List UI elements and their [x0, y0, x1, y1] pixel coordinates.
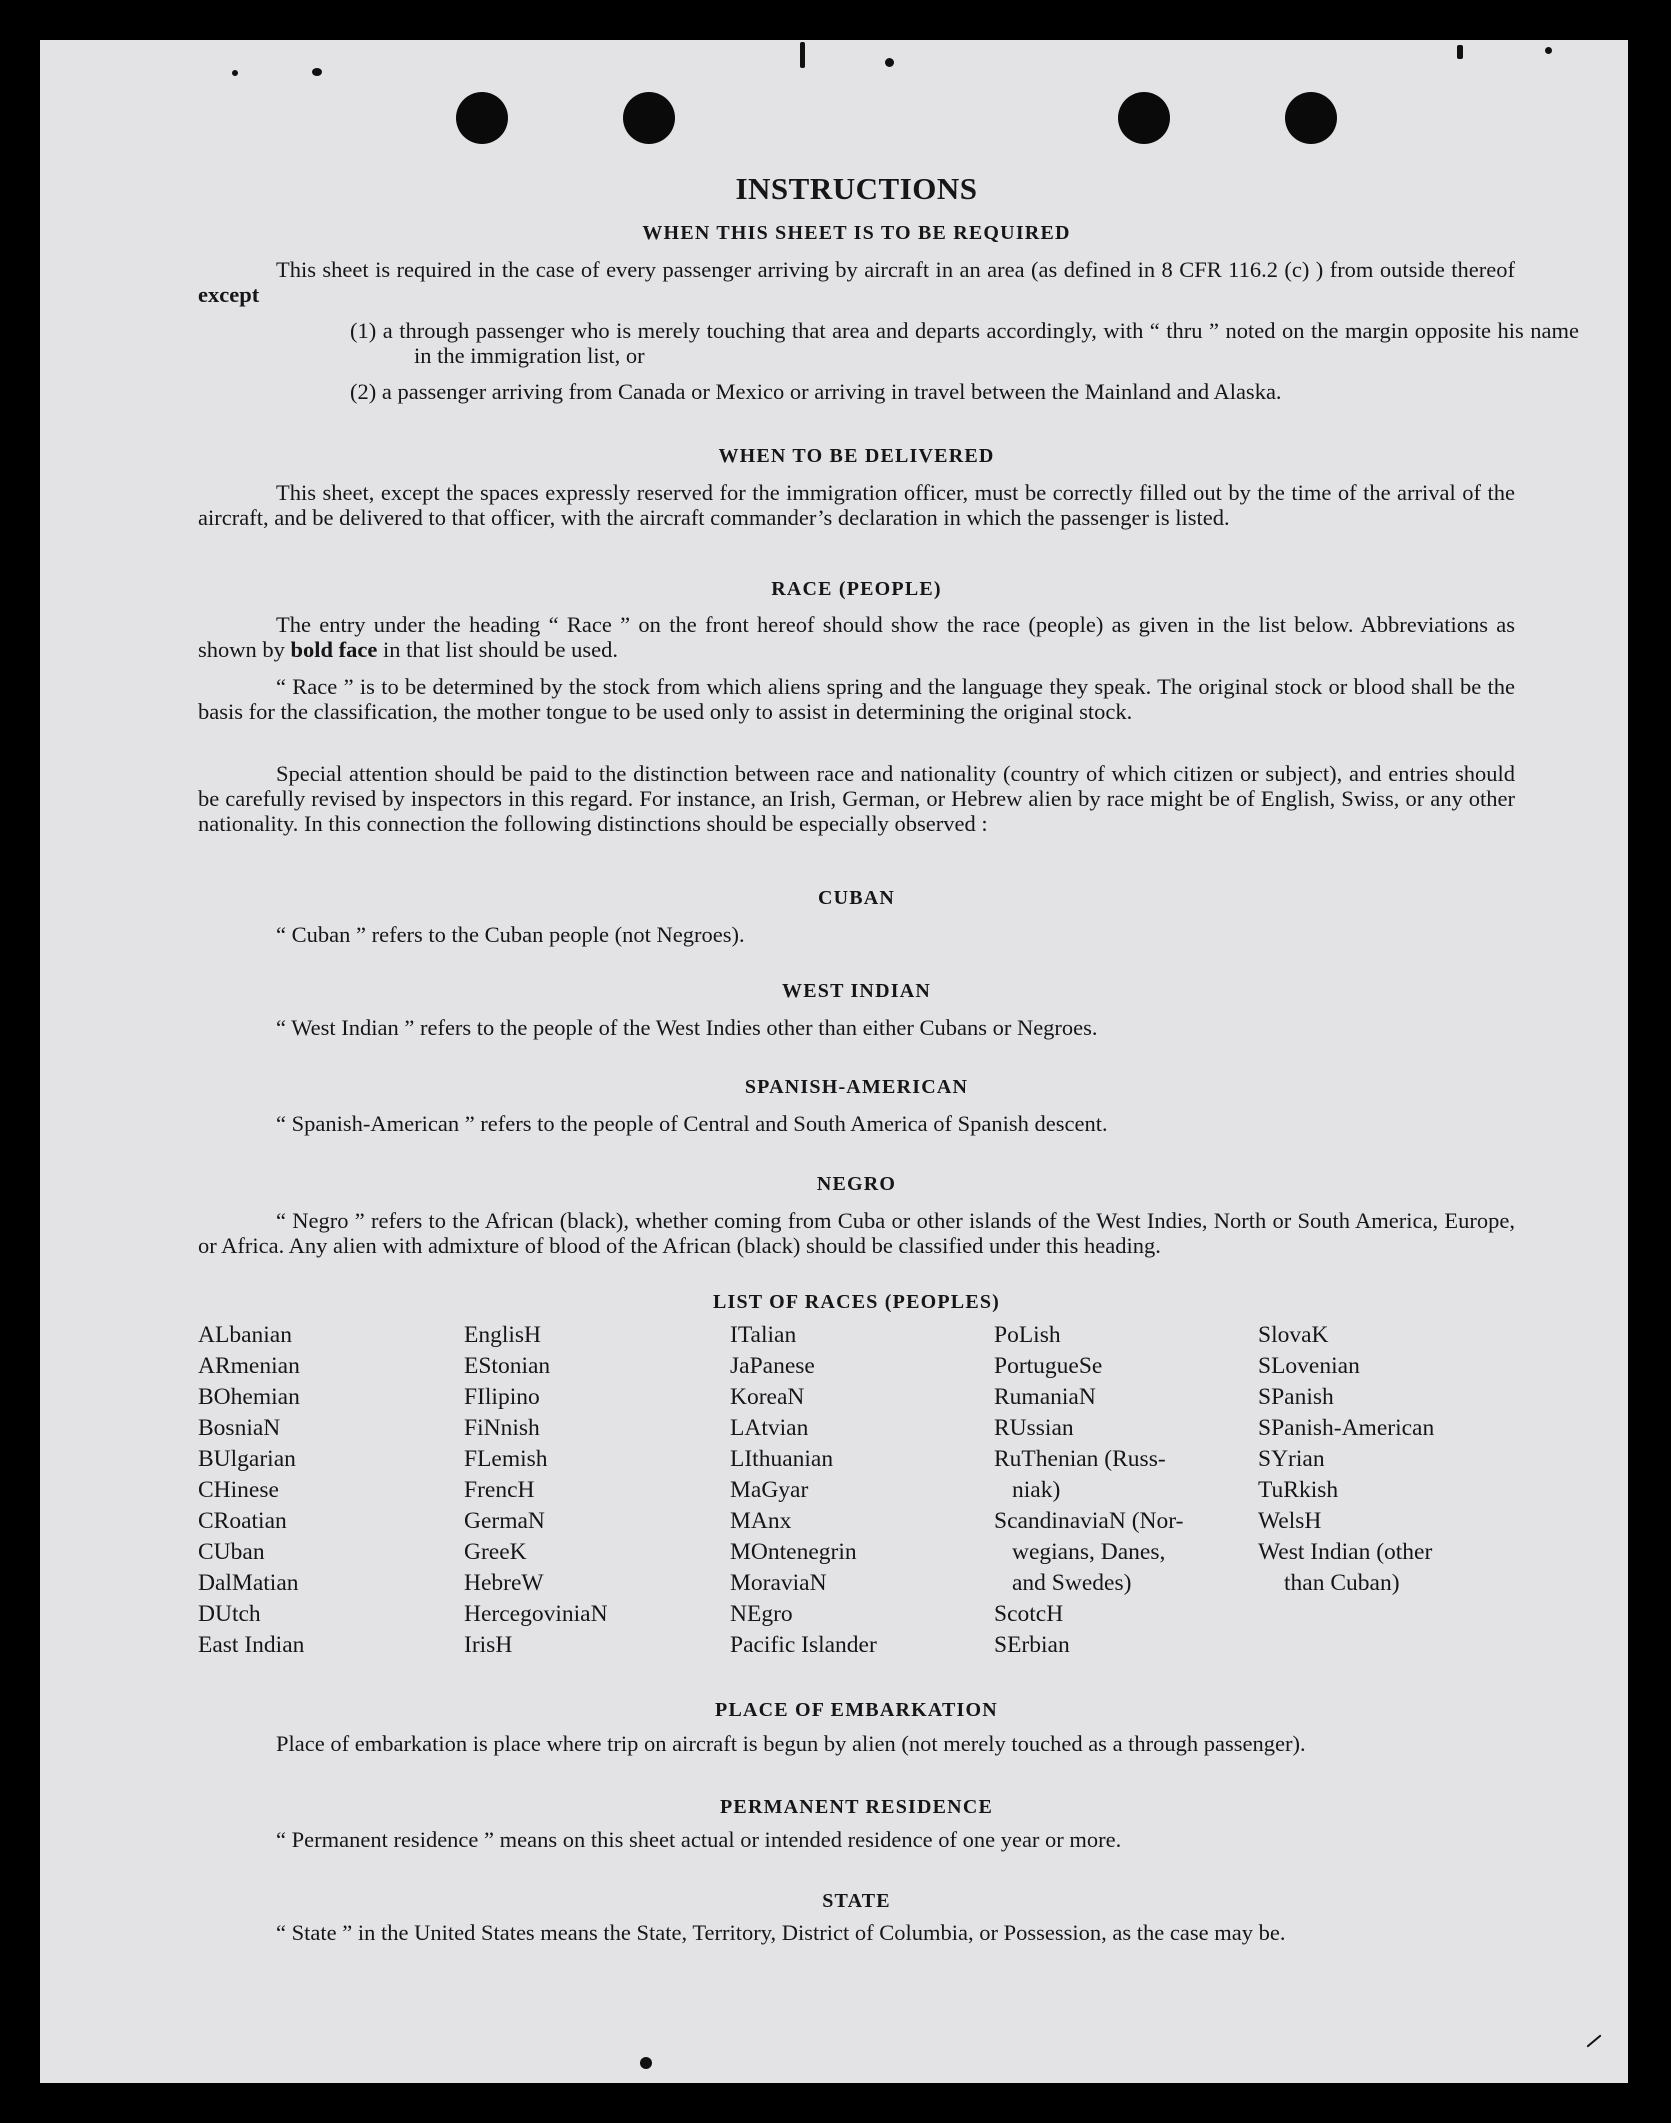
race-entry: GermaN	[464, 1508, 545, 1534]
paragraph-place-of-embarkation: Place of embarkation is place where trip on aircraft is begun by alien (not merely touched as a through passenger).	[276, 1731, 1306, 1756]
race-entry: RuThenian (Russ-	[994, 1446, 1166, 1472]
section-heading-race: RACE (PEOPLE)	[771, 578, 942, 600]
race-entry: Pacific Islander	[730, 1632, 877, 1658]
scan-speck	[1545, 47, 1552, 54]
race-entry: KoreaN	[730, 1384, 805, 1410]
instructions-content	[198, 40, 1579, 2083]
section-heading-west-indian: WEST INDIAN	[782, 980, 931, 1002]
section-heading-spanish-american: SPANISH-AMERICAN	[744, 1076, 969, 1098]
section-heading-cuban: CUBAN	[817, 887, 896, 909]
race-entry: SPanish-American	[1258, 1415, 1435, 1441]
race-entry: SlovaK	[1258, 1322, 1329, 1348]
race-column-3	[730, 1320, 877, 1661]
paragraph-race-2: “ Race ” is to be determined by the stock from which aliens spring and the language they speak. The original stock or blood shall be the basis for the classification, the mother tongue to be used only to assist in determining the original stock.	[198, 674, 1515, 724]
race-entry: FiNnish	[464, 1415, 540, 1441]
race-entry: SLovenian	[1258, 1353, 1360, 1379]
race-entry: ALbanian	[198, 1322, 292, 1348]
race-entry: BUlgarian	[198, 1446, 296, 1472]
race-entry: than Cuban)	[1284, 1570, 1400, 1596]
race-entry: MOntenegrin	[730, 1539, 857, 1565]
section-heading-negro: NEGRO	[816, 1173, 897, 1195]
paragraph-west-indian: “ West Indian ” refers to the people of the West Indies other than either Cubans or Negroes.	[276, 1015, 1098, 1040]
race-entry: East Indian	[198, 1632, 305, 1658]
paragraph-race-3: Special attention should be paid to the distinction between race and nationality (country of which citizen or subject), and entries should be carefully revised by inspectors in this regard. For instance, an Irish, German, or Hebrew alien by race might be of English, Swiss, or any other nationality. In this connection the following distinctions should be especially observed :	[198, 761, 1515, 836]
race-entry: ScotcH	[994, 1601, 1064, 1627]
race-entry: BosniaN	[198, 1415, 281, 1441]
race-entry: niak)	[1012, 1477, 1061, 1503]
race-entry: West Indian (other	[1258, 1539, 1433, 1565]
race-entry: ITalian	[730, 1322, 797, 1348]
paragraph-delivery: This sheet, except the spaces expressly reserved for the immigration officer, must be correctly filled out by the time of the arrival of the aircraft, and be delivered to that officer, with the aircraft commander’s declaration in which the passenger is listed.	[198, 480, 1515, 530]
race-entry: LAtvian	[730, 1415, 809, 1441]
paragraph-negro: “ Negro ” refers to the African (black), whether coming from Cuba or other islands of the West Indies, North or South America, Europe, or Africa. Any alien with admixture of blood of the African (black) should be classified under this heading.	[198, 1208, 1515, 1258]
race-entry: WelsH	[1258, 1508, 1322, 1534]
scan-speck	[1586, 2034, 1601, 2047]
race-entry: DalMatian	[198, 1570, 299, 1596]
section-heading-when-required: WHEN THIS SHEET IS TO BE REQUIRED	[642, 222, 1071, 244]
race-entry: NEgro	[730, 1601, 793, 1627]
race-entry: SErbian	[994, 1632, 1070, 1658]
race-entry: GreeK	[464, 1539, 527, 1565]
page-title: INSTRUCTIONS	[735, 171, 978, 206]
race-column-2	[464, 1320, 608, 1661]
race-entry: ARmenian	[198, 1353, 300, 1379]
section-heading-state: STATE	[822, 1890, 891, 1912]
document-page	[40, 40, 1628, 2083]
race-entry: PoLish	[994, 1322, 1061, 1348]
race-entry: TuRkish	[1258, 1477, 1339, 1503]
section-heading-permanent-residence: PERMANENT RESIDENCE	[719, 1796, 994, 1818]
race-entry: and Swedes)	[1012, 1570, 1132, 1596]
paragraph-race-1: The entry under the heading “ Race ” on the front hereof should show the race (people) as given in the list below. Abbreviations as shown by bold face in that list should be used.	[198, 612, 1515, 662]
race-entry: SYrian	[1258, 1446, 1325, 1472]
race-entry: IrisH	[464, 1632, 513, 1658]
race-column-1	[198, 1320, 304, 1661]
race-entry: LIthuanian	[730, 1446, 834, 1472]
exception-item-2: (2) a passenger arriving from Canada or Mexico or arriving in travel between the Mainland and Alaska.	[350, 379, 1282, 404]
race-entry: BOhemian	[198, 1384, 300, 1410]
section-heading-when-delivered: WHEN TO BE DELIVERED	[718, 445, 995, 467]
race-entry: HercegoviniaN	[464, 1601, 608, 1627]
race-entry: CUban	[198, 1539, 265, 1565]
race-column-4	[994, 1320, 1183, 1661]
race-entry: MaGyar	[730, 1477, 809, 1503]
race-entry: CHinese	[198, 1477, 279, 1503]
paragraph-permanent-residence: “ Permanent residence ” means on this sheet actual or intended residence of one year or more.	[276, 1827, 1122, 1852]
race-entry: RUssian	[994, 1415, 1074, 1441]
race-entry: SPanish	[1258, 1384, 1334, 1410]
race-entry: FLemish	[464, 1446, 548, 1472]
section-heading-place-of-embarkation: PLACE OF EMBARKATION	[715, 1699, 998, 1721]
race-entry: EnglisH	[464, 1322, 542, 1348]
section-heading-list-of-races: LIST OF RACES (PEOPLES)	[712, 1291, 1001, 1313]
race-entry: ScandinaviaN (Nor-	[994, 1508, 1184, 1534]
race-entry: MAnx	[730, 1508, 792, 1534]
paragraph-spanish-american: “ Spanish-American ” refers to the people of Central and South America of Spanish descent.	[276, 1111, 1108, 1136]
race-entry: MoraviaN	[730, 1570, 827, 1596]
race-entry: wegians, Danes,	[1012, 1539, 1166, 1565]
race-entry: RumaniaN	[994, 1384, 1096, 1410]
race-entry: FIlipino	[464, 1384, 540, 1410]
race-entry: EStonian	[464, 1353, 551, 1379]
race-entry: CRoatian	[198, 1508, 287, 1534]
exception-item-1: (1) a through passenger who is merely touching that area and departs accordingly, with “ thru ” noted on the margin opposite his name in the immigration list, or	[350, 318, 1579, 368]
paragraph-requirement: This sheet is required in the case of every passenger arriving by aircraft in an area (as defined in 8 CFR 116.2 (c) ) from outside thereof except	[198, 257, 1515, 307]
race-entry: FrencH	[464, 1477, 535, 1503]
race-entry: JaPanese	[730, 1353, 815, 1379]
race-entry: HebreW	[464, 1570, 544, 1596]
race-entry: DUtch	[198, 1601, 261, 1627]
race-entry: PortugueSe	[994, 1353, 1103, 1379]
paragraph-cuban: “ Cuban ” refers to the Cuban people (not Negroes).	[276, 922, 745, 947]
paragraph-state: “ State ” in the United States means the State, Territory, District of Columbia, or Possession, as the case may be.	[276, 1920, 1286, 1945]
race-column-5	[1258, 1320, 1434, 1599]
